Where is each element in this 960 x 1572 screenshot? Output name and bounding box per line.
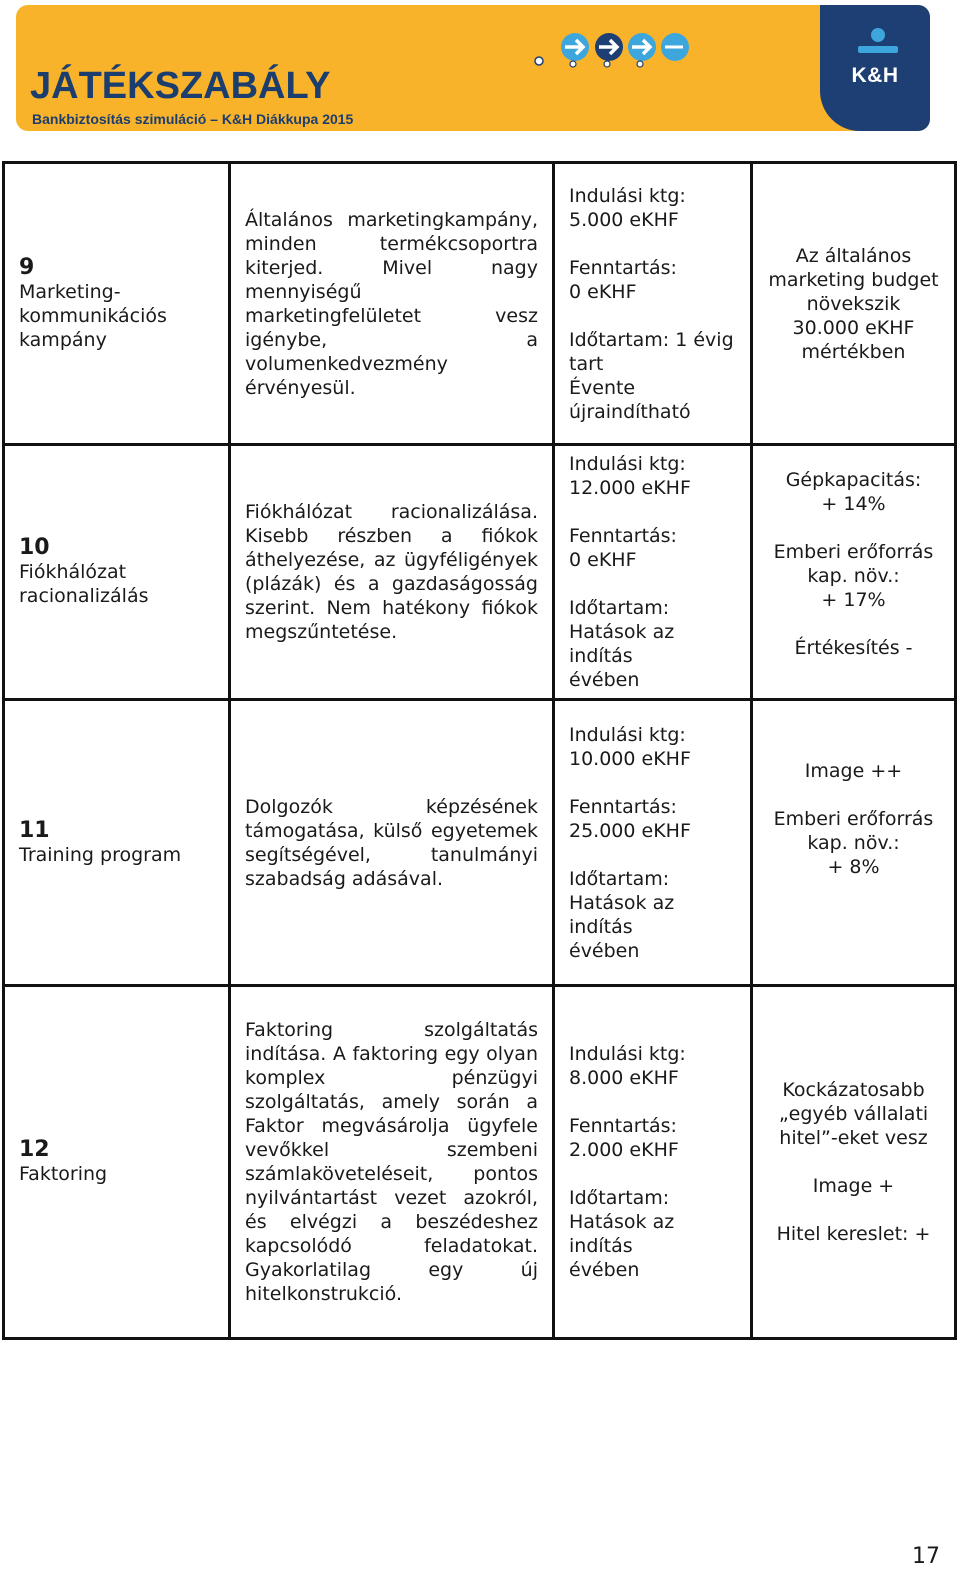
arrow-icon <box>595 33 623 61</box>
effect-line: hitel”-eket vesz <box>779 1127 928 1149</box>
effect-line: + 8% <box>827 856 880 878</box>
duration-label: Időtartam: <box>569 597 670 619</box>
start-cost-label: Indulási ktg: <box>569 453 686 475</box>
duration-label: Időtartam: <box>569 1187 670 1209</box>
arrow-icon <box>661 33 689 61</box>
table-row <box>4 163 956 445</box>
option-name: Faktoring <box>19 1163 108 1185</box>
option-name: Training program <box>19 843 182 866</box>
maintenance-value: 0 eKHF <box>569 280 637 303</box>
arrow-icon <box>628 33 656 61</box>
start-cost-value: 5.000 eKHF <box>569 208 679 231</box>
start-cost-value: 8.000 eKHF <box>569 1067 679 1089</box>
maintenance-label: Fenntartás: <box>569 1115 677 1137</box>
effect-line: Image ++ <box>804 760 903 782</box>
restart-line: Évente <box>569 376 636 399</box>
option-effects <box>752 986 956 1339</box>
effect-line: Értékesítés - <box>794 637 913 659</box>
start-cost-value: 12.000 eKHF <box>569 477 691 499</box>
duration-label: Időtartam: <box>569 867 670 890</box>
effect-line: + 14% <box>821 493 886 515</box>
start-cost-label: Indulási ktg: <box>569 1043 686 1065</box>
duration-line: Hatások az indítás <box>569 1211 675 1257</box>
option-costs <box>554 163 752 445</box>
effect-line: „egyéb vállalati <box>778 1103 929 1125</box>
duration-line: tart <box>569 352 604 375</box>
maintenance-label: Fenntartás: <box>569 795 677 818</box>
kh-logo <box>820 5 930 131</box>
option-costs <box>554 986 752 1339</box>
start-cost-label: Indulási ktg: <box>569 184 686 207</box>
effect-line: 30.000 eKHF <box>792 316 915 339</box>
option-number: 9 <box>19 254 35 280</box>
option-description: Faktoring szolgáltatás indítása. A faktoring egy olyan komplex pénzügyi szolgáltatás, amely során a Faktor megvásárolja ügyfele vevőkkel szembeni számlaköveteléseit, pontos nyilvántartást vezet azokról, és elvégzi a beszédeshez kapcsolódó feladatokat. Gyakorlatilag egy új hitelkonstrukció. <box>230 986 554 1339</box>
effect-line: növekszik <box>806 292 901 315</box>
effect-line: kap. növ.: <box>807 832 900 854</box>
effect-line: + 17% <box>821 589 886 611</box>
effect-line: marketing budget <box>768 268 939 291</box>
effect-line: Image + <box>812 1175 895 1197</box>
option-number: 12 <box>19 1137 50 1162</box>
option-number: 10 <box>19 535 50 560</box>
page-number: 17 <box>912 1544 940 1569</box>
option-number: 11 <box>19 817 50 843</box>
arrow-icon <box>561 33 589 61</box>
restart-line: újraindítható <box>569 400 691 423</box>
option-effects <box>752 163 956 445</box>
maintenance-value: 2.000 eKHF <box>569 1139 679 1161</box>
duration-line: évében <box>569 669 640 691</box>
option-name-cell <box>4 445 230 700</box>
option-costs <box>554 700 752 986</box>
option-name: Marketing-kommunikációs kampány <box>19 280 167 351</box>
logo-text: K&H <box>851 64 899 87</box>
option-name-cell <box>4 163 230 445</box>
table-row <box>4 986 956 1339</box>
duration-line: Időtartam: 1 évig <box>569 328 734 351</box>
rules-table <box>2 161 957 1340</box>
duration-line: Hatások az indítás <box>569 891 675 938</box>
duration-line: évében <box>569 1259 640 1281</box>
option-description: Fiókhálózat racionalizálása. Kisebb részben a fiókok áthelyezése, az ügyféligények (plázák) és a gazdaságosság szerint. Nem hatékony fiókok megszűntetése. <box>230 445 554 700</box>
effect-line: Hitel kereslet: + <box>776 1223 931 1245</box>
effect-line: mértékben <box>801 340 906 363</box>
duration-line: évében <box>569 939 640 962</box>
logo-figure-icon <box>856 27 900 63</box>
header-banner <box>16 5 930 131</box>
start-cost-label: Indulási ktg: <box>569 723 686 746</box>
effect-line: Gépkapacitás: <box>785 469 922 491</box>
effect-line: Emberi erőforrás <box>773 541 934 563</box>
start-cost-value: 10.000 eKHF <box>569 747 691 770</box>
option-name: Fiókhálózat racionalizálás <box>19 561 149 607</box>
option-effects <box>752 445 956 700</box>
option-costs <box>554 445 752 700</box>
duration-line: Hatások az indítás <box>569 621 675 667</box>
maintenance-value: 0 eKHF <box>569 549 637 571</box>
table-row <box>4 700 956 986</box>
page-title: JÁTÉKSZABÁLY <box>30 65 331 107</box>
effect-line: kap. növ.: <box>807 565 900 587</box>
option-effects <box>752 700 956 986</box>
option-name-cell <box>4 986 230 1339</box>
effect-line: Az általános <box>795 244 912 267</box>
maintenance-label: Fenntartás: <box>569 256 677 279</box>
maintenance-value: 25.000 eKHF <box>569 819 691 842</box>
effect-line: Kockázatosabb <box>782 1079 925 1101</box>
option-name-cell <box>4 700 230 986</box>
table-row <box>4 445 956 700</box>
arrow-icons <box>521 27 691 69</box>
option-description: Általános marketingkampány, minden termékcsoportra kiterjed. Mivel nagy mennyiségű marketingfelületet vesz igénybe, a volumenkedvezmény érvényesül. <box>230 163 554 445</box>
maintenance-label: Fenntartás: <box>569 525 677 547</box>
option-description: Dolgozók képzésének támogatása, külső egyetemek segítségével, tanulmányi szabadság adásával. <box>230 700 554 986</box>
page-subtitle: Bankbiztosítás szimuláció – K&H Diákkupa 2015 <box>32 111 354 127</box>
effect-line: Emberi erőforrás <box>773 808 934 830</box>
